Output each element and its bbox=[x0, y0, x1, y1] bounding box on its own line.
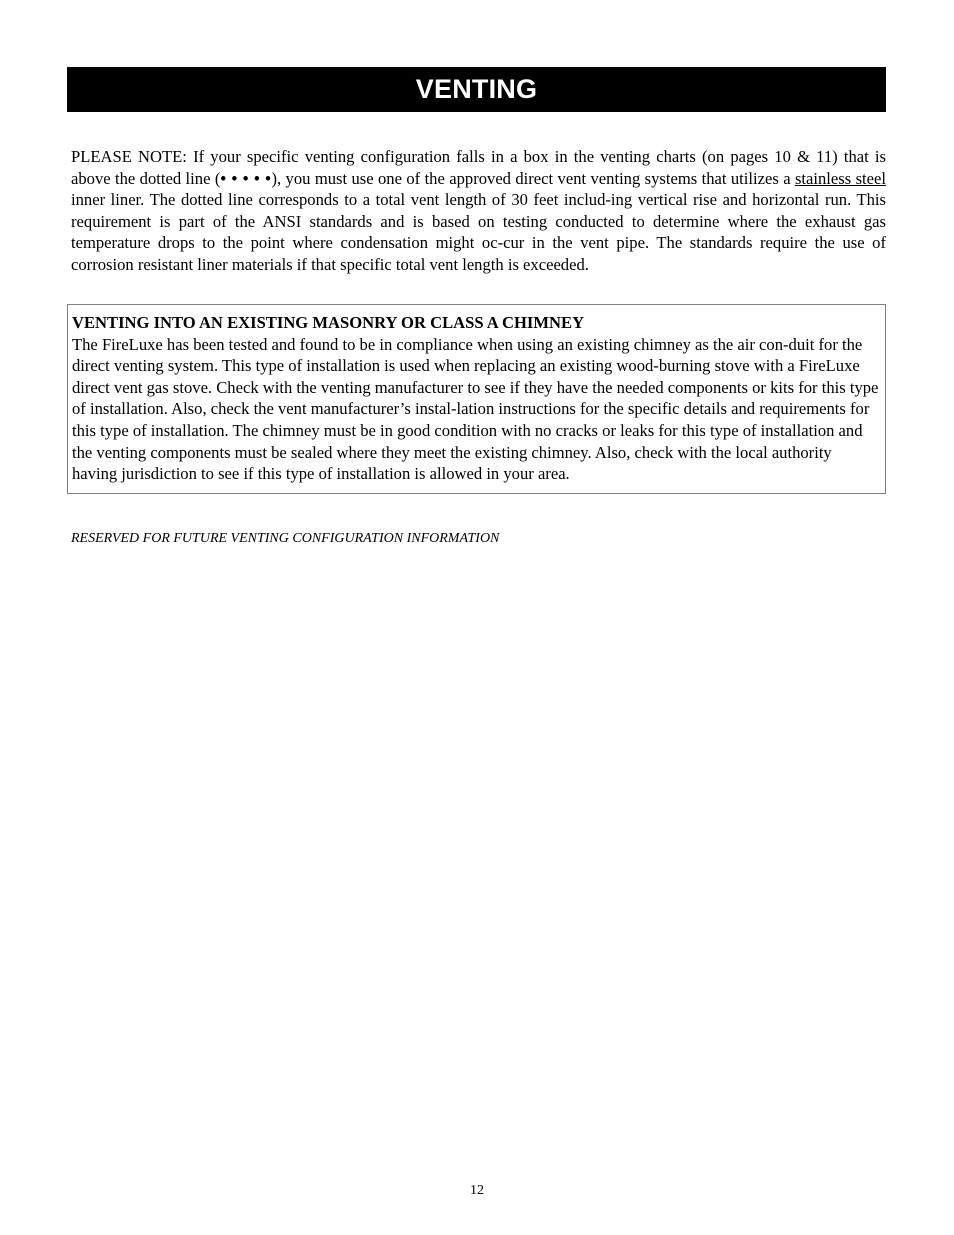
chimney-info-box bbox=[67, 304, 886, 494]
page-number: 12 bbox=[470, 1183, 484, 1198]
page-title: VENTING bbox=[415, 74, 538, 104]
chimney-box-title: VENTING INTO AN EXISTING MASONRY OR CLASS A CHIMNEY bbox=[72, 313, 585, 332]
dotted-line-symbol: • • • • • bbox=[220, 168, 272, 188]
note-text-part2: ), you must use one of the approved direct vent venting systems that utilizes a bbox=[271, 168, 795, 188]
note-text-part1: PLEASE NOTE: If your specific venting configuration falls in a box in the venting charts (on pages 10 & 11) that is above the dotted line ( bbox=[71, 147, 886, 188]
stainless-steel-underlined: stainless steel bbox=[794, 168, 886, 188]
note-text-part3: inner liner. The dotted line corresponds to a total vent length of 30 feet includ-ing vertical rise and horizontal run. This requirement is part of the ANSI standards and is based on testing conducted to determine where the exhaust gas temperature drops to the point where condensation might oc-cur in the vent pipe. The standards require the use of corrosion resistant liner materials if that specific total vent length is exceeded. bbox=[71, 190, 886, 274]
section-header bbox=[67, 67, 886, 112]
reserved-note: RESERVED FOR FUTURE VENTING CONFIGURATION INFORMATION bbox=[71, 531, 500, 546]
please-note-paragraph bbox=[71, 146, 886, 276]
chimney-box-body: The FireLuxe has been tested and found to be in compliance when using an existing chimney as the air con-duit for the direct venting system. This type of installation is used when replacing an existing wood-burning stove with a FireLuxe direct vent gas stove. Check with the venting manufacturer to see if they have the needed components or kits for this type of installation. Also, check the vent manufacturer’s instal-lation instructions for the specific details and requirements for this type of installation. The chimney must be in good condition with no cracks or leaks for this type of installation and the venting components must be sealed where they meet the existing chimney. Also, check with the local authority having jurisdiction to see if this type of installation is allowed in your area. bbox=[72, 334, 879, 484]
